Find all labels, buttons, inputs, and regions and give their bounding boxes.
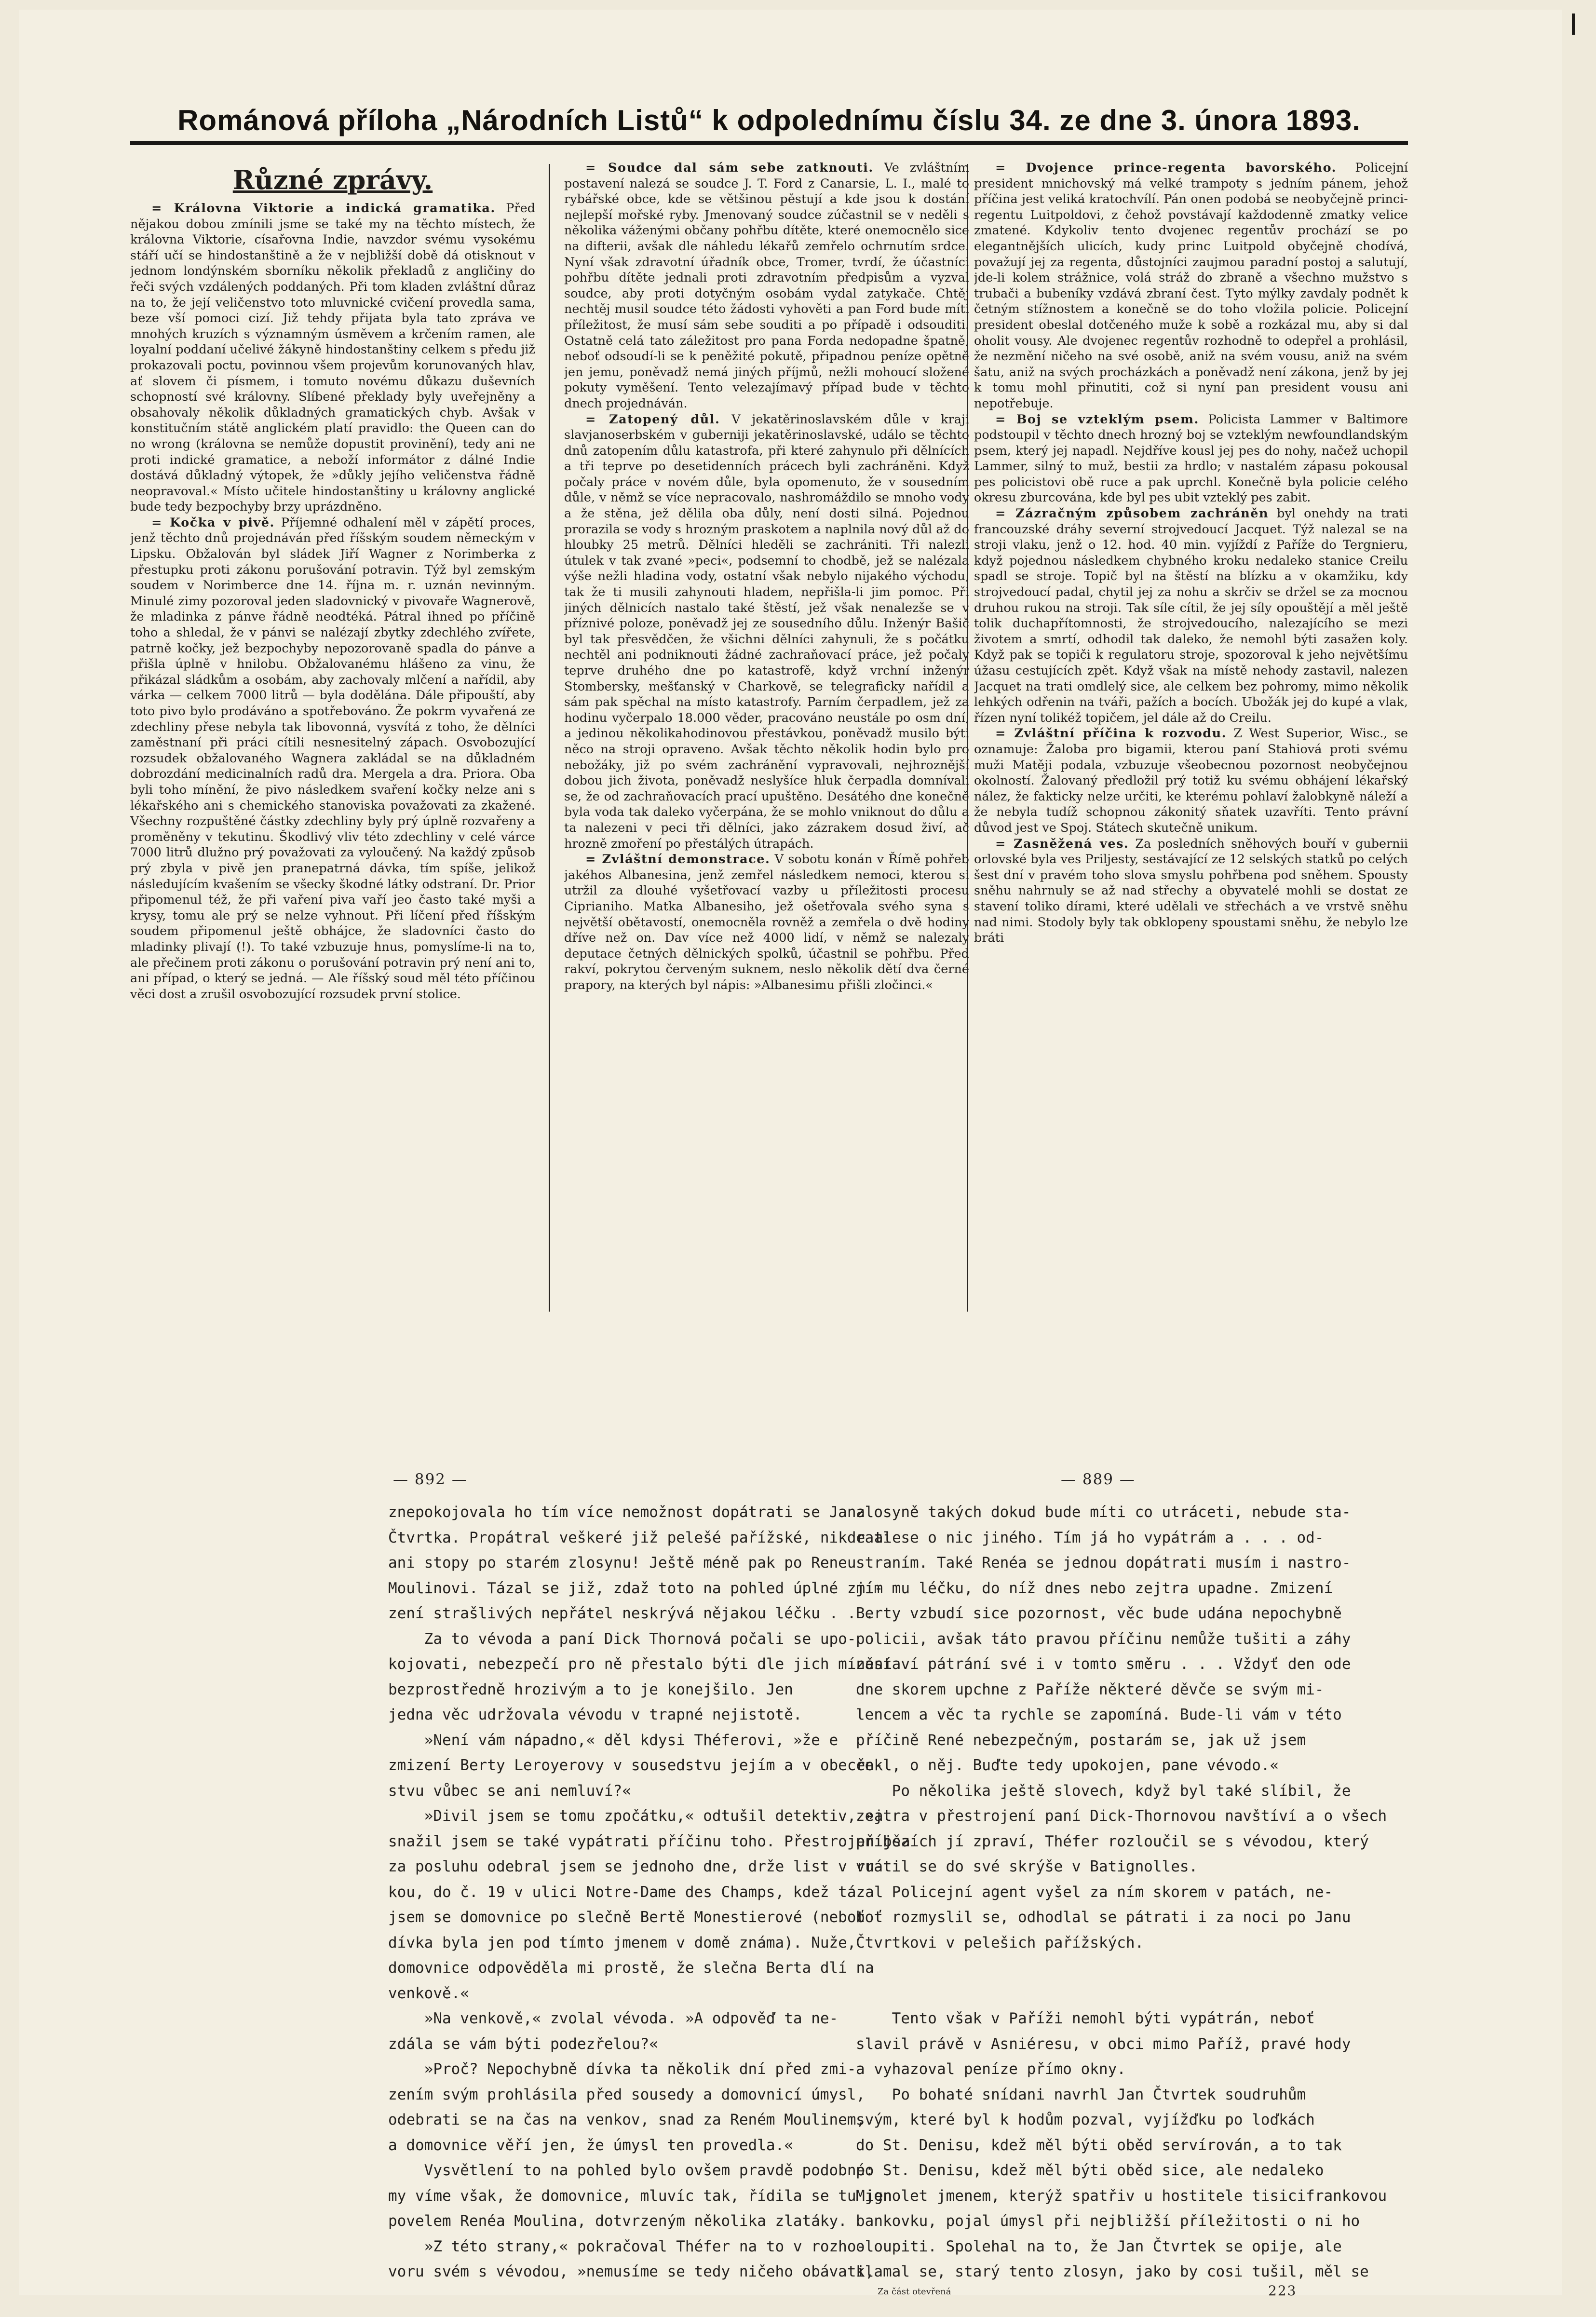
news-item-text: Za posledních sněhových bouří v gubernii orlovské byla ves Prilјesty, sestávající ze 12 selských statků po celých šest dní v pravém toho slova smyslu pohřbena pod sněhem. Spousty sněhu nahrnuly se až nad střechy a obyvatelé mohli se dostat ze stavení toliko dírami, které udělali ve střechách a ve vrstvě sněhu nad nimi. Stodoly byly tak obklopeny spoustami sněhu, že nebylo lze bráti: [974, 836, 1408, 946]
news-item: [564, 412, 969, 852]
news-item: [974, 160, 1408, 412]
page-number-left: — 892 —: [393, 1471, 468, 1488]
news-item-text: Policista Lammer v Baltimore podstoupil v těchto dnech hrozný boj se vzteklým newfoundlandským psem, který jej napadl. Nejdříve kousl jej pes do nohy, načež uchopil Lammer, silný to muž, bestii za hrdlo; v nastalém zápasu pokousal pes policistovi obě ruce a pak uprchl. Konečně byla policie celého okresu zburcována, kde byl pes ubit vzteklý pes zabit.: [974, 412, 1408, 505]
news-item-text: Ve zvláštním postavení nalezá se soudce J. T. Ford z Canarsie, L. I., malé to rybářské obce, kde se většinou pěstují a kde jsou k dostání nejlepší mořské ryby. Jmenovaný soudce zúčastnil se v neděli s několika váženými občany pohřbu dítěte, které onemocnělo sice na difterii, avšak dle náhledu lékařů zemřelo ochrnutím srdce. Nyní však zdravotní úřadník obce, Tromer, tvrdí, že účastníci pohřbu dítěte jednali proti zdravotním předpisům a vyzval soudce, aby proti dotyčným osobám vydal zatykače. Chtěj nechtěj musil soudce této žádosti vyhověti a pan Ford bude míti příležitost, že musí sám sebe souditi a po případě i odsouditi. Ostatně celá tato záležitost pro pana Forda nedopadne špatně, neboť odsoudí-li se k peněžité pokutě, připadnou peníze opětně jen jemu, poněvadž nemá jiných příjmů, nežli mohoucí složené pokuty vyměšení. Tento velezajímavý případ bude v těchto dnech projednáván.: [564, 161, 969, 411]
edge-mark: [1572, 14, 1575, 35]
news-item-title: = Boj se vzteklým psem.: [995, 412, 1199, 427]
news-item: [564, 160, 969, 412]
serial-text-right: zlosyně takých dokud bude míti co utráceti, nebude sta- rati se o nic jiného. Tím já ho vypátrám a . . . od- straním. Také Renéa se jednou dopátrati musím i nastro- jím mu léčku, do níž dnes nebo zejtra upadne. Zmizení Berty vzbudí sice pozornost, věc bude udána nepochybně policii, avšak táto pravou příčinu nemůže tušiti a záhy zastaví pátrání své i v tomto směru . . . Vždyť den ode dne skorem upchne z Paříže některé děvče se svým mi- lencem a věc ta rychle se zapomíná. Bude-li vám v této příčině René nebezpečným, postarám se, jak už jsem řekl, o něj. Buďte tedy upokojen, pane vévodo.« Po několika ještě slovech, když byl také slíbil, že zejtra v přestrojení paní Dick-Thornovou navštíví a o všech příbězích jí zpraví, Théfer rozloučil se s vévodou, který vrátil se do své skrýše v Batignolles. Policejní agent vyšel za ním skorem v patách, ne- boť rozmyslil se, odhodlal se pátrati i za noci po Janu Čtvrtkovi v pelešich pařížských. Tento však v Paříži nemohl býti vypátrán, neboť slavil právě v Asniéresu, v obci mimo Paříž, pravé hody a vyhazoval peníze přímo okny. Po bohaté snídani navrhl Jan Čtvrtek soudruhům svým, které byl k hodům pozval, vyjížďku po loďkách do St. Denisu, kdež měl býti oběd servírován, a to tak po St. Denisu, kdež měl býti oběd sice, ale nedaleko Mignolet jmenem, kterýž spatřiv u hostitele tisicifrankovou bankovku, pojal úmysl při nejbližší příležitosti o ni ho oloupiti. Spolehal na to, že Jan Čtvrtek se opije, ale klamal se, starý tento zlosyn, jako by cosi tušil, měl se: [856, 1504, 1387, 2280]
column-1: [130, 160, 535, 1313]
news-item: [974, 726, 1408, 836]
news-item-title: = Královna Viktorie a indická gramatika.: [151, 201, 496, 216]
serial-text-left: znepokojovala ho tím více nemožnost dopátrati se Jana Čtvrtka. Propátral veškeré již pelešé pařížské, nikde ale ani stopy po starém zlosynu! Ještě méně pak po Reneu Moulinovi. Tázal se již, zdaž toto na pohled úplné zmi- zení strašlivých nepřátel neskrývá nějakou léčku . . . Za to vévoda a paní Dick Thornová počali se upo- kojovati, nebezpečí pro ně přestalo býti dle jich mínění bezprostředně hrozivým a to je konejšilo. Jen jedna věc udržovala vévodu v trapné nejistotě. »Není vám nápadno,« děl kdysi Théferovi, »že e zmizení Berty Leroyerovy v sousedstvu jejím a v obecen- stvu vůbec se ani nemluví?« »Divil jsem se tomu zpočátku,« odtušil detektiv, »a snažil jsem se také vypátrati příčinu toho. Přestrojen jsa za posluhu odebral jsem se jednoho dne, drže list v ru- kou, do č. 19 v ulici Notre-Dame des Champs, kdež tázal jsem se domovnice po slečně Bertě Monestierové (neboť dívka byla jen pod tímto jmenem v domě známa). Nuže, domovnice odpověděla mi prostě, že slečna Berta dlí na venkově.« »Na venkově,« zvolal vévoda. »A odpověď ta ne- zdála se vám býti podezřelou?« »Proč? Nepochybně dívka ta několik dní před zmi- zením svým prohlásila před sousedy a domovnicí úmysl, odebrati se na čas na venkov, snad za Reném Moulinem, a domovnice věří jen, že úmysl ten provedla.« Vysvětlení to na pohled bylo ovšem pravdě podobné: my víme však, že domovnice, mluvíc tak, řídila se tu jen povelem Renéa Moulina, dotvrzeným několika zlatáky. »Z této strany,« pokračoval Théfer na to v rozho- voru svém s vévodou, »nemusíme se tedy ničeho obávati,: [388, 1504, 910, 2280]
news-item-title: = Zasněžená ves.: [995, 836, 1129, 851]
column-divider: [549, 164, 550, 1312]
news-item-title: = Dvojence prince-regenta bavorského.: [995, 161, 1337, 175]
news-item-title: = Zázračným způsobem zachráněn: [995, 506, 1269, 521]
news-item: [130, 515, 535, 1002]
column-2: [564, 160, 969, 1313]
news-item-title: = Kočka v pivě.: [151, 515, 275, 530]
masthead: Románová příloha „Národních Listů“ k odpolednímu číslu 34. ze dne 3. února 1893.: [177, 104, 1361, 136]
column-3: [974, 160, 1408, 1313]
footer-page-number: 223: [1268, 2283, 1297, 2299]
news-item-title: = Zvláštní demonstrace.: [585, 852, 771, 867]
page-number-right: — 889 —: [1061, 1471, 1136, 1488]
news-item-text: Policejní president mnichovský má velké trampoty s jedním pánem, jehož příčina jest veliká kratochvílí. Pán onen podobá se neobyčejně princi-regentu Luitpoldovi, z čehož povstávají každodenně zmatky velice zmatené. Kdykoliv tento dvojenec regentův prochází se po elegantnějších ulicích, kudy princ Luitpold obyčejně chodívá, považují jej za regenta, důstojníci zaujmou paradní postoj a salutují, jde-li kolem strážnice, volá stráž do zbraně a všechno mužstvo s trubači a bubeníky vzdává zbraní čest. Tyto mýlky zavdaly podnět k četným stížnostem a konečně se do toho vložila policie. Policejní president obeslal dotčeného muže k sobě a rozkázal mu, aby si dal oholit vousy. Ale dvojenec regentův rozhodně to odepřel a prohlásil, že nezmění ničeho na své osobě, aniž na svém vousu, aniž na svém šatu, aniž na svých procházkách a poněvadž není zákona, jenž by jej k tomu mohl přinutiti, což si nyní pan president vousu ani nepotřebuje.: [974, 161, 1408, 411]
news-item-text: Z West Superior, Wisc., se oznamuje: Žaloba pro bigamii, kterou paní Stahiová proti svému muži Matěji podala, vzbuzuje všeobecnou pozornost neobyčejnou okolností. Žalovaný předložil prý totiž ku svému obhájení lékařský nález, že fakticky nelze určiti, ke kterému pohlaví žalobkyně náleží a že nebyla tudíž schopnou zákonitý sňatek uzavříti. Tento právní důvod jest ve Spoj. Státech skutečně unikum.: [974, 726, 1408, 835]
news-item-text: Před nějakou dobou zmínili jsme se také my na těchto místech, že královna Viktorie, císařovna Indie, navzdor svému vysokému stáří učí se hindostanštině a že v nejbližší době dá otisknout v jednom londýnském sborníku několik překladů z angličiny do řeči svých vzdálených poddaných. Při tom kladen zvláštní důraz na to, že její veličenstvo toto mluvnické cvičení provedla sama, beze vší pomoci cizí. Již tehdy přijata byla tato zpráva ve mnohých kruzích s významným úsměvem a krčením ramen, ale loyalní poddaní učelivé žákyně hindostanštiny celkem s předu již prokazovali poctu, povinnou všem projevům korunovaných hlav, ať slovem či písmem, i tomuto novému důkazu duševních schopností své královny. Slíbené překlady byly uveřejněny a obsahovaly několik důkladných gramatických chyb. Avšak v konstitučním státě anglickém platí pravidlo: the Queen can do no wrong (královna se nemůže dopustit provinění), tedy ani ne proti indické gramatice, a neboží informátor z dálné Indie dostává důkladný výtopek, že »důkly jejího veličenstva řádně neopravoval.« Místo učitele hindostanštiny u královny anglické bude tedy bezpochyby brzy uprázdněno.: [130, 201, 535, 515]
news-item-text: byl onehdy na trati francouzské dráhy severní strojvedoucí Jacquet. Týž nalezal se na stroji vlaku, jenž o 12. hod. 40 min. vyjíždí z Paříže do Tergnieru, když pojednou následkem chybného kroku nedaleko stanice Creilu spadl se stroje. Topič byl na štěstí na blízku a v okamžiku, kdy strojvedoucí padal, chytil jej za nohu a skrčiv se držel se za mocnou druhou rukou na stroji. Tak síle cítil, že jej síly opouštějí a měl ještě tolik duchapřítomnosti, že strojvedoucího, nalezajícího se mezi životem a smrtí, odhodil tak daleko, že nemohl býti zasažen koly. Když pak se topiči k regulatoru stroje, spozoroval k jeho největšímu úžasu cestujících zpět. Když však na místě nehody zastavil, nalezen Jacquet na trati omdlelý sice, ale celkem bez pohromy, mimo několik lehkých odřenin na tváři, pažích a bocích. Ubožák jej do kupé a vlak, řízen nyní tolikéž topičem, jel dále až do Creilu.: [974, 506, 1408, 725]
news-item-title: = Soudce dal sám sebe zatknouti.: [585, 161, 874, 175]
news-item: [974, 412, 1408, 506]
section-headline: Různé zprávy.: [232, 164, 433, 195]
masthead-rule: [130, 141, 1408, 145]
news-item-text: V sobotu konán v Římě pohřeb jakéhos Albanesina, jenž zemřel následkem nemoci, kterou si utržil za dlouhé vyšetřovací vazby u příležitosti procesu Ciprianiho. Matka Albanesiho, jež ošetřovala svého syna s největší obětavostí, onemocněla rovněž a zemřela o dvě hodiny dříve než on. Dav více než 4000 lidí, v němž se nalezaly deputace četných dělnických spolků, účastnil se pohřbu. Před rakví, pokrytou červeným suknem, neslo několik dětí dva černé prapory, na kterých byl nápis: »Albanesimu přišli zločinci.«: [564, 852, 969, 992]
news-item: [974, 836, 1408, 946]
news-item: [130, 201, 535, 515]
news-item-text: Příjemné odhalení měl v zápětí proces, jenž těchto dnů projednáván před říšským soudem německým v Lipsku. Obžalován byl sládek Jiří Wagner z Norimberka z přestupku proti zákonu porušování potravin. Týž byl zemským soudem v Norimberce dne 14. října m. r. uznán nevinným. Minulé zimy pozoroval jeden sladovnický v pivovaře Wagnerově, že mladinka z pánve řádně neodtéká. Pátral ihned po příčině toho a shledal, že v pánvi se nalézají zbytky zdechlého zvířete, patrně kočky, jež bezpochyby nepozorovaně spadla do pánve a přišla úplně v hnilobu. Obžalovanému hlášeno za vinu, že přikázal sládkům a osobám, aby zachovaly mlčení a nařídil, aby várka — celkem 7000 litrů — byla dodělána. Dále připouští, aby toto pivo bylo prodáváno a spotřebováno. Že pokrm vyvařená ze zdechliny přese nebyla tak libovonná, vysvítá z toho, že dělníci zaměstnaní při práci cítili nesnesitelný zápach. Osvobozující rozsudek obžalovaného Wagnera zakládal se na důkladném dobrozdání medicinalních radů dra. Mergela a dra. Priora. Oba byli toho mínění, že pivo následkem svaření kočky nelze ani s lékařského ani s chemického stanoviska považovati za zkažené. Všechny rozpuštěné částky zdechliny byly prý úplně rozvařeny a proměněny v tekutinu. Škodlivý vliv této zdechliny v celé várce 7000 litrů dlužno prý považovati za vyloučený. Na každý způsob prý zbyla v pivě jen pranepatrná dávka, tím spíše, jelikož následujícím kvašením se všecky škodné látky odstraní. Dr. Prior připomenul též, že při vaření piva vaří jeo často také myši a krysy, tomu ale prý se nelze vyhnout. Při líčení před říšským soudem připomenul ještě obhájce, že sladovníci často do mladinky plivají (!). To také vzbuzuje hnus, pomyslíme-li na to, ale přečinem proti zákonu o porušování potravin prý není ani to, ani případ, o který se jedná. — Ale říšský soud měl této příčinou věci dost a zrušil osvobozující rozsudek první stolice.: [130, 515, 535, 1002]
footer-note: Za část otevřená: [878, 2287, 951, 2297]
news-item: [974, 506, 1408, 726]
news-item-text: V jekatěrinoslavském důle v kraji slavjanoserbském v guberniji jekatěrinoslavské, událo se těchto dnů zatopením důlu katastrofa, při které zahynulo při dělnících a tři teprve po desetidenních prácech byli zachráněni. Když počaly práce v novém důle, byla opomenuto, že v sousedním důle, v němž se více nepracovalo, nashromáždilo se mnoho vody a že stěna, jež dělila oba důly, není dosti silná. Pojednou prorazila se vody s hrozným praskotem a naplnila nový důl až do hloubky 25 metrů. Dělníci hleděli se zachrániti. Tři nalezli útulek v tak zvané »peci«, podsemní to chodbě, jež se nalézala výše nežli hladina vody, ostatní však nebylo nijakého východu, tak že ti musili zahynouti hladem, nepřišla-li jim pomoc. Při jiných dělnicích nastalo také štěstí, jež však nenalezše se v příznivé poloze, poněvadž jej ze sousedního důlu. Inženýr Bašič byl tak přesvědčen, že všichni dělníci zahynuli, že s počátku nechtěl ani podniknouti žádné zachraňovací práce, jež počaly teprve druhého dne po katastrofě, když vrchní inženýr Stombersky, mešťanský v Charkově, se telegraficky nařídil a sám pak spěchal na místo katastrofy. Parním čerpadlem, jež za hodinu vyčerpalo 18.000 věder, pracováno neustále po osm dní, a jedinou několikahodinovou přestávkou, poněvadž musilo býti něco na stroji opraveno. Avšak těchto několik hodin bylo pro nebožáky, již po svém zachránění vypravovali, nejhroznější dobou jich života, poněvadž neslyšíce hluk čerpadla domnívali se, že od zachraňovacích prací upuštěno. Desátého dne konečně byla voda tak daleko vyčerpána, že se mohlo vniknout do důlu a ta nalezeni v peci tři dělníci, jako zázrakem dosud živí, ač hrozně zmoření po přestálých útrapách.: [564, 412, 969, 851]
news-item-title: = Zatopený důl.: [585, 412, 720, 427]
news-item: [564, 852, 969, 993]
news-item-title: = Zvláštní příčina k rozvodu.: [995, 726, 1227, 741]
